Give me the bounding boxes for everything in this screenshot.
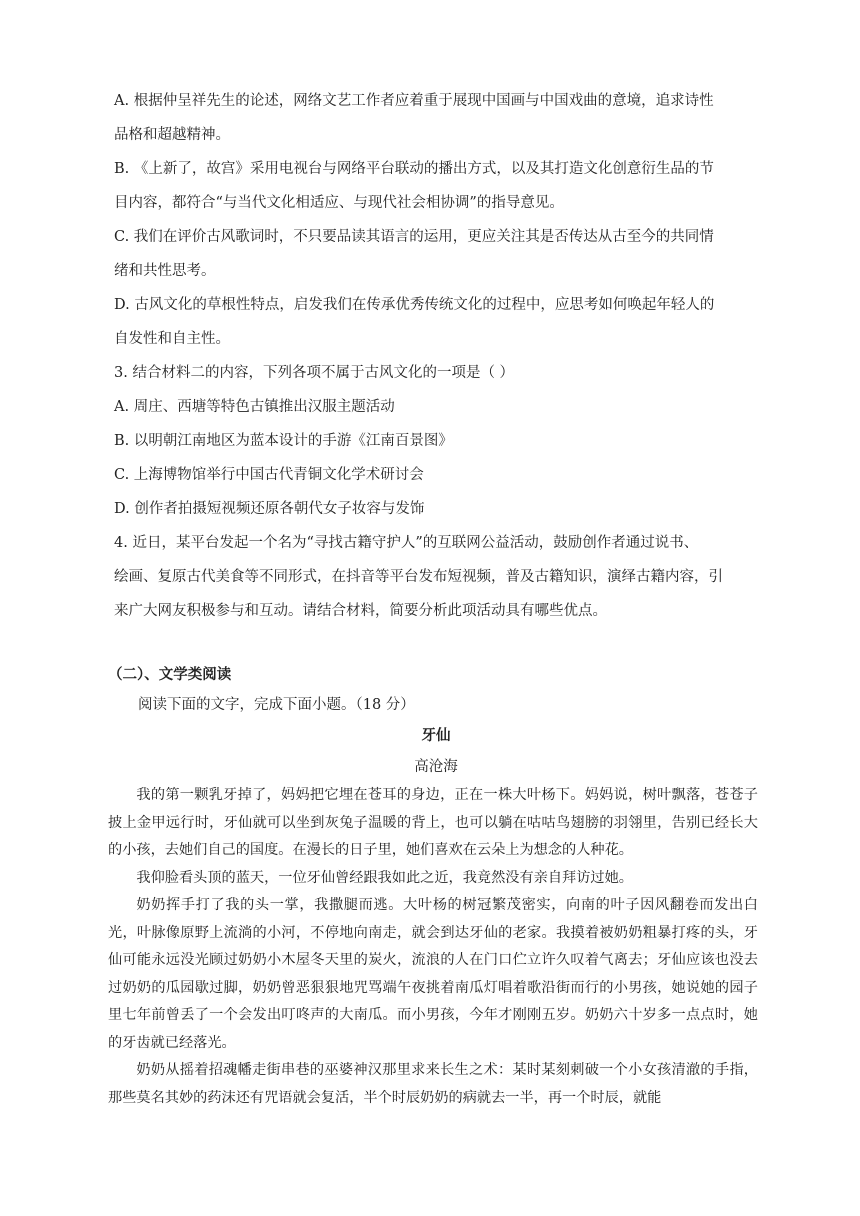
question-3-option-b: B. 以明朝江南地区为蓝本设计的手游《江南百景图》 bbox=[114, 433, 453, 449]
literary-reading-section bbox=[108, 660, 758, 1112]
question-4-line-2: 绘画、复原古代美食等不同形式，在抖音等平台发布短视频，普及古籍知识，演绎古籍内容，引 bbox=[114, 569, 723, 585]
story-body bbox=[108, 782, 758, 1112]
story-author: 高沧海 bbox=[414, 759, 458, 775]
option-c-line-1: C. 我们在评价古风歌词时，不只要品读其语言的运用，更应关注其是否传达从古至今的共同情 bbox=[114, 229, 714, 245]
option-b-line-1: B. 《上新了，故宫》采用电视台与网络平台联动的播出方式，以及其打造文化创意衍生品的节 bbox=[114, 161, 714, 177]
question-3-stem: 3. 结合材料二的内容，下列各项不属于古风文化的一项是（ ） bbox=[114, 365, 515, 381]
story-paragraph: 我的第一颗乳牙掉了，妈妈把它埋在苍耳的身边，正在一株大叶杨下。妈妈说，树叶飘落，苍苍子披上金甲远行时，牙仙就可以坐到灰兔子温暖的背上，也可以躺在咕咕鸟翅膀的羽翎里，告别已经长大的小孩，去她们自己的国度。在漫长的日子里，她们喜欢在云朵上为想念的人种花。 bbox=[108, 787, 758, 858]
question-3-option-a: A. 周庄、西塘等特色古镇推出汉服主题活动 bbox=[114, 399, 395, 415]
question-4-line-1: 4. 近日，某平台发起一个名为“寻找古籍守护人”的互联网公益活动，鼓励创作者通过说书、 bbox=[114, 535, 699, 551]
question-block bbox=[114, 84, 754, 628]
option-a-line-1: A. 根据仲呈祥先生的论述，网络文艺工作者应着重于展现中国画与中国戏曲的意境，追求诗性 bbox=[114, 93, 714, 109]
story-paragraph: 奶奶从摇着招魂幡走街串巷的巫婆神汉那里求来长生之术：某时某刻刺破一个小女孩清澈的手指，那些莫名其妙的药沫还有咒语就会复活，半个时辰奶奶的病就去一半，再一个时辰，就能 bbox=[108, 1062, 758, 1106]
question-3-option-d: D. 创作者拍摄短视频还原各朝代女子妆容与发饰 bbox=[114, 501, 425, 517]
section-heading: （二）、文学类阅读 bbox=[108, 666, 232, 683]
option-d-line-1: D. 古风文化的草根性特点，启发我们在传承优秀传统文化的过程中，应思考如何唤起年轻人的 bbox=[114, 297, 715, 313]
option-d-line-2: 自发性和自主性。 bbox=[114, 331, 230, 347]
section-instruction: 阅读下面的文字，完成下面小题。（18 分） bbox=[138, 697, 415, 713]
story-paragraph: 奶奶挥手打了我的头一掌，我撒腿而逃。大叶杨的树冠繁茂密实，向南的叶子因风翻卷而发出白光，叶脉像原野上流淌的小河，不停地向南走，就会到达牙仙的老家。我摸着被奶奶粗暴打疼的头，牙仙可能永远没光顾过奶奶小木屋冬天里的炭火，流浪的人在门口伫立许久叹着气离去；牙仙应该也没去过奶奶的瓜园歇过脚，奶奶曾恶狠狠地咒骂端午夜挑着南瓜灯唱着歌沿街而行的小男孩，她说她的园子里七年前曾丢了一个会发出叮咚声的大南瓜。而小男孩，今年才刚刚五岁。奶奶六十岁多一点点时，她的牙齿就已经落光。 bbox=[108, 897, 758, 1051]
option-c-line-2: 绪和共性思考。 bbox=[114, 263, 216, 279]
option-b-line-2: 目内容，都符合“与当代文化相适应、与现代社会相协调”的指导意见。 bbox=[114, 195, 564, 211]
story-paragraph: 我仰脸看头顶的蓝天，一位牙仙曾经跟我如此之近，我竟然没有亲自拜访过她。 bbox=[136, 869, 633, 886]
option-a-line-2: 品格和超越精神。 bbox=[114, 127, 230, 143]
question-3-option-c: C. 上海博物馆举行中国古代青铜文化学术研讨会 bbox=[114, 467, 424, 483]
question-4-line-3: 来广大网友积极参与和互动。请结合材料，简要分析此项活动具有哪些优点。 bbox=[114, 603, 607, 619]
story-title: 牙仙 bbox=[421, 727, 451, 744]
